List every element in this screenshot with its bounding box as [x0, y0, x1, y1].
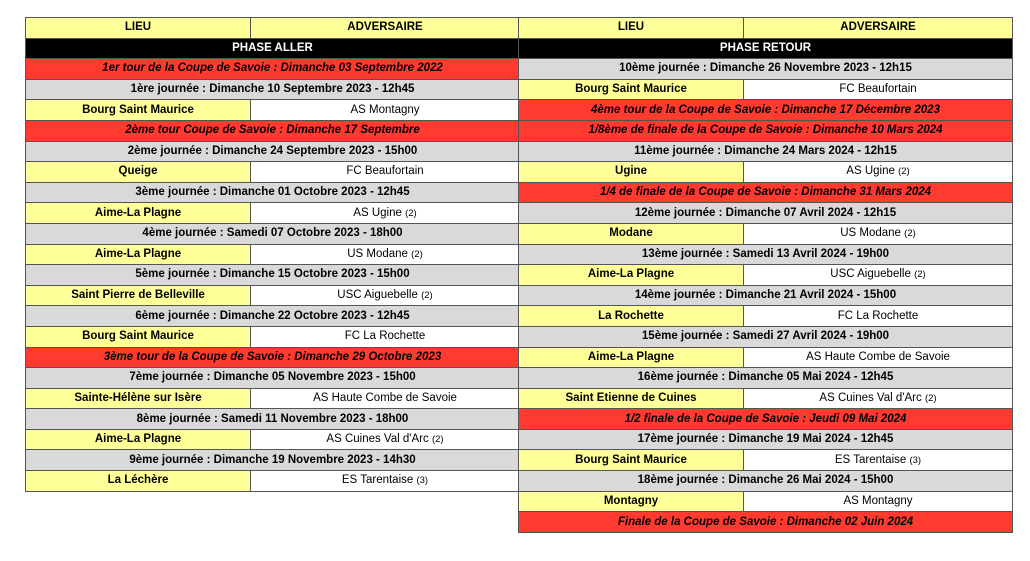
matchday-row [519, 368, 1013, 389]
matchday-row [26, 306, 520, 327]
match-row [26, 285, 520, 306]
team-level-tag: (2) [924, 392, 937, 404]
match-opponent-cell [251, 326, 520, 347]
match-row [519, 306, 1013, 327]
matchday-label: 4ème journée : Samedi 07 Octobre 2023 - 18h00 [26, 223, 520, 244]
cup-round-label: 3ème tour de la Coupe de Savoie : Dimanche 29 Octobre 2023 [26, 347, 520, 368]
match-row [26, 388, 520, 409]
cup-round-row [26, 59, 520, 80]
matchday-label: 9ème journée : Dimanche 19 Novembre 2023 - 14h30 [26, 450, 520, 471]
cup-round-row [519, 182, 1013, 203]
matchday-row [519, 59, 1013, 80]
schedule-table-retour [518, 17, 1013, 533]
match-opponent: US Modane [347, 247, 408, 260]
match-row [519, 491, 1013, 512]
match-venue: Montagny [519, 491, 744, 512]
match-opponent: FC Beaufortain [346, 165, 424, 178]
match-opponent: AS Haute Combe de Savoie [806, 350, 950, 363]
match-venue: Saint Pierre de Belleville [26, 285, 251, 306]
match-venue: Modane [519, 223, 744, 244]
match-opponent-cell [744, 223, 1013, 244]
matchday-label: 6ème journée : Dimanche 22 Octobre 2023 - 12h45 [26, 306, 520, 327]
match-row [519, 347, 1013, 368]
matchday-label: 16ème journée : Dimanche 05 Mai 2024 - 12h45 [519, 368, 1013, 389]
matchday-label: 18ème journée : Dimanche 26 Mai 2024 - 15h00 [519, 471, 1013, 492]
header-row [26, 18, 520, 39]
matchday-row [519, 141, 1013, 162]
match-opponent-cell [744, 388, 1013, 409]
match-opponent-cell [744, 162, 1013, 183]
matchday-row [519, 244, 1013, 265]
match-opponent: FC La Rochette [344, 330, 426, 343]
matchday-row [26, 223, 520, 244]
matchday-row [26, 368, 520, 389]
matchday-row [519, 471, 1013, 492]
match-venue: Aime-La Plagne [519, 265, 744, 286]
matchday-row [26, 79, 520, 100]
team-level-tag: (2) [421, 290, 433, 302]
match-opponent-cell [251, 244, 520, 265]
match-row [519, 223, 1013, 244]
match-opponent: AS Ugine [353, 206, 402, 219]
schedule-body [519, 18, 1013, 533]
match-venue: Ugine [519, 162, 744, 183]
matchday-row [26, 182, 520, 203]
match-opponent-cell [744, 450, 1013, 471]
match-opponent: FC Beaufortain [839, 83, 917, 96]
matchday-row [26, 409, 520, 430]
match-venue: Bourg Saint Maurice [519, 450, 744, 471]
match-opponent-cell [251, 471, 520, 492]
matchday-row [26, 265, 520, 286]
cup-round-row [519, 120, 1013, 141]
cup-round-label: 1er tour de la Coupe de Savoie : Dimanche 03 Septembre 2022 [26, 59, 520, 80]
match-opponent-cell [744, 265, 1013, 286]
match-venue: Aime-La Plagne [26, 244, 251, 265]
match-row [26, 100, 520, 121]
phase-row [519, 38, 1013, 59]
match-opponent-cell [744, 491, 1013, 512]
team-level-tag: (2) [411, 248, 423, 260]
header-row [519, 18, 1013, 39]
cup-round-row [26, 347, 520, 368]
match-venue: La Léchère [26, 471, 251, 492]
match-row [26, 244, 520, 265]
match-row [519, 450, 1013, 471]
matchday-label: 13ème journée : Samedi 13 Avril 2024 - 19h00 [519, 244, 1013, 265]
match-row [26, 326, 520, 347]
cup-round-label: 1/2 finale de la Coupe de Savoie : Jeudi 09 Mai 2024 [519, 409, 1013, 430]
team-level-tag: (3) [416, 475, 429, 487]
adversaire-header: ADVERSAIRE [251, 18, 520, 39]
team-level-tag: (2) [904, 228, 916, 240]
team-level-tag: (2) [914, 269, 926, 281]
matchday-label: 12ème journée : Dimanche 07 Avril 2024 - 12h15 [519, 203, 1013, 224]
match-opponent-cell [744, 306, 1013, 327]
match-opponent-cell [251, 162, 520, 183]
matchday-row [519, 429, 1013, 450]
match-opponent: US Modane [840, 227, 901, 240]
match-opponent-cell [744, 347, 1013, 368]
matchday-label: 5ème journée : Dimanche 15 Octobre 2023 - 15h00 [26, 265, 520, 286]
matchday-label: 2ème journée : Dimanche 24 Septembre 2023 - 15h00 [26, 141, 520, 162]
match-opponent-cell [251, 203, 520, 224]
match-venue: Bourg Saint Maurice [26, 100, 251, 121]
matchday-label: 8ème journée : Samedi 11 Novembre 2023 - 18h00 [26, 409, 520, 430]
match-row [519, 79, 1013, 100]
team-level-tag: (2) [898, 166, 910, 178]
match-venue: Bourg Saint Maurice [519, 79, 744, 100]
matchday-row [26, 450, 520, 471]
matchday-row [519, 326, 1013, 347]
cup-round-label: 1/8ème de finale de la Coupe de Savoie : Dimanche 10 Mars 2024 [519, 120, 1013, 141]
match-venue: Sainte-Hélène sur Isère [26, 388, 251, 409]
matchday-row [26, 141, 520, 162]
matchday-label: 3ème journée : Dimanche 01 Octobre 2023 - 12h45 [26, 182, 520, 203]
team-level-tag: (2) [431, 434, 444, 446]
match-opponent: ES Tarentaise [834, 453, 907, 466]
cup-round-row [519, 409, 1013, 430]
match-opponent-cell [251, 285, 520, 306]
matchday-label: 11ème journée : Dimanche 24 Mars 2024 - 12h15 [519, 141, 1013, 162]
matchday-label: 7ème journée : Dimanche 05 Novembre 2023 - 15h00 [26, 368, 520, 389]
cup-round-label: Finale de la Coupe de Savoie : Dimanche 02 Juin 2024 [519, 512, 1013, 533]
match-opponent: AS Montagny [350, 103, 420, 116]
match-venue: Aime-La Plagne [26, 203, 251, 224]
match-venue: Bourg Saint Maurice [26, 326, 251, 347]
match-row [519, 265, 1013, 286]
match-opponent-cell [744, 79, 1013, 100]
match-venue: La Rochette [519, 306, 744, 327]
phase-row [26, 38, 520, 59]
match-opponent: AS Cuines Val d'Arc [819, 391, 922, 404]
team-level-tag: (2) [405, 207, 417, 219]
matchday-label: 1ère journée : Dimanche 10 Septembre 2023 - 12h45 [26, 79, 520, 100]
cup-round-label: 2ème tour Coupe de Savoie : Dimanche 17 Septembre [26, 120, 520, 141]
lieu-header: LIEU [519, 18, 744, 39]
matchday-label: 17ème journée : Dimanche 19 Mai 2024 - 12h45 [519, 429, 1013, 450]
match-opponent: USC Aiguebelle [337, 289, 418, 302]
phase-title: PHASE ALLER [26, 38, 520, 59]
match-row [26, 203, 520, 224]
schedule-body [26, 18, 520, 492]
match-opponent-cell [251, 388, 520, 409]
matchday-label: 14ème journée : Dimanche 21 Avril 2024 - 15h00 [519, 285, 1013, 306]
match-row [26, 162, 520, 183]
match-venue: Aime-La Plagne [26, 429, 251, 450]
cup-round-label: 4ème tour de la Coupe de Savoie : Dimanche 17 Décembre 2023 [519, 100, 1013, 121]
cup-round-row [26, 120, 520, 141]
matchday-label: 15ème journée : Samedi 27 Avril 2024 - 19h00 [519, 326, 1013, 347]
match-opponent: FC La Rochette [837, 309, 919, 322]
match-opponent-cell [251, 429, 520, 450]
matchday-row [519, 203, 1013, 224]
match-opponent-cell [251, 100, 520, 121]
matchday-row [519, 285, 1013, 306]
match-opponent: AS Ugine [846, 165, 895, 178]
adversaire-header: ADVERSAIRE [744, 18, 1013, 39]
match-row [519, 388, 1013, 409]
match-opponent: AS Montagny [843, 494, 913, 507]
match-row [26, 429, 520, 450]
lieu-header: LIEU [26, 18, 251, 39]
match-row [519, 162, 1013, 183]
team-level-tag: (3) [909, 454, 922, 466]
match-opponent: AS Haute Combe de Savoie [313, 391, 457, 404]
phase-title: PHASE RETOUR [519, 38, 1013, 59]
match-opponent: ES Tarentaise [341, 474, 414, 487]
schedule-table-aller [25, 17, 520, 492]
match-opponent: AS Cuines Val d'Arc [326, 433, 429, 446]
cup-round-row [519, 512, 1013, 533]
match-row [26, 471, 520, 492]
match-opponent: USC Aiguebelle [830, 268, 911, 281]
match-venue: Queige [26, 162, 251, 183]
cup-round-label: 1/4 de finale de la Coupe de Savoie : Dimanche 31 Mars 2024 [519, 182, 1013, 203]
match-venue: Saint Etienne de Cuines [519, 388, 744, 409]
cup-round-row [519, 100, 1013, 121]
matchday-label: 10ème journée : Dimanche 26 Novembre 2023 - 12h15 [519, 59, 1013, 80]
match-venue: Aime-La Plagne [519, 347, 744, 368]
